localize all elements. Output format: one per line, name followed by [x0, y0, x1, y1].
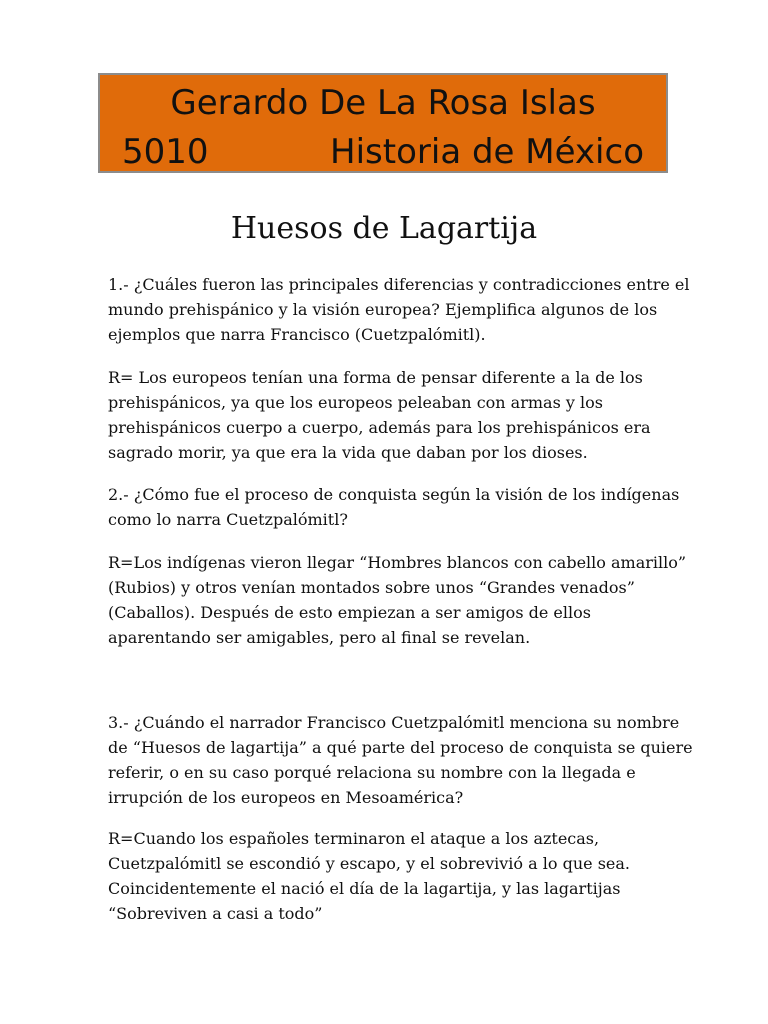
answer-3-line: Cuetzpalómitl se escondió y escapo, y el sobrevivió a lo que sea.	[108, 854, 630, 873]
header-box	[98, 73, 668, 173]
answer-2-line: R=Los indígenas vieron llegar “Hombres blancos con cabello amarillo”	[108, 553, 687, 572]
answer-3-line: Coincidentemente el nació el día de la lagartija, y las lagartijas	[108, 879, 621, 898]
author-name: Gerardo De La Rosa Islas	[170, 83, 596, 123]
answer-1-line: prehispánicos, ya que los europeos peleaban con armas y los	[108, 393, 603, 412]
question-3-line: de “Huesos de lagartija” a qué parte del proceso de conquista se quiere	[108, 738, 693, 757]
course-code: 5010	[122, 132, 209, 172]
question-1-line: mundo prehispánico y la visión europea? Ejemplifica algunos de los	[108, 300, 658, 319]
answer-3-line: “Sobreviven a casi a todo”	[108, 904, 323, 923]
answer-2-line: (Caballos). Después de esto empiezan a ser amigos de ellos	[108, 603, 591, 622]
question-1	[108, 272, 690, 347]
question-2-line: 2.- ¿Cómo fue el proceso de conquista según la visión de los indígenas	[108, 485, 680, 504]
answer-3-line: R=Cuando los españoles terminaron el ataque a los aztecas,	[108, 829, 600, 848]
question-3-line: 3.- ¿Cuándo el narrador Francisco Cuetzpalómitl menciona su nombre	[108, 713, 680, 732]
question-1-line: 1.- ¿Cuáles fueron las principales diferencias y contradicciones entre el	[108, 275, 690, 294]
course-line	[122, 130, 644, 174]
answer-1	[108, 365, 673, 465]
question-2	[108, 482, 680, 532]
answer-3	[108, 826, 673, 926]
answer-2	[108, 550, 687, 650]
document-title: Huesos de Lagartija	[230, 211, 538, 246]
question-2-line: como lo narra Cuetzpalómitl?	[108, 510, 348, 529]
answer-2-line: (Rubios) y otros venían montados sobre unos “Grandes venados”	[108, 578, 635, 597]
answer-1-line: prehispánicos cuerpo a cuerpo, además para los prehispánicos era	[108, 418, 651, 437]
answer-1-line: R= Los europeos tenían una forma de pensar diferente a la de los	[108, 368, 643, 387]
question-1-line: ejemplos que narra Francisco (Cuetzpalómitl).	[108, 325, 486, 344]
answer-2-line: aparentando ser amigables, pero al final se revelan.	[108, 628, 531, 647]
question-3	[108, 710, 693, 810]
question-3-line: irrupción de los europeos en Mesoamérica?	[108, 788, 464, 807]
question-3-line: referir, o en su caso porqué relaciona su nombre con la llegada e	[108, 763, 636, 782]
course-subject: Historia de México	[330, 132, 644, 172]
answer-1-line: sagrado morir, ya que era la vida que daban por los dioses.	[108, 443, 588, 462]
